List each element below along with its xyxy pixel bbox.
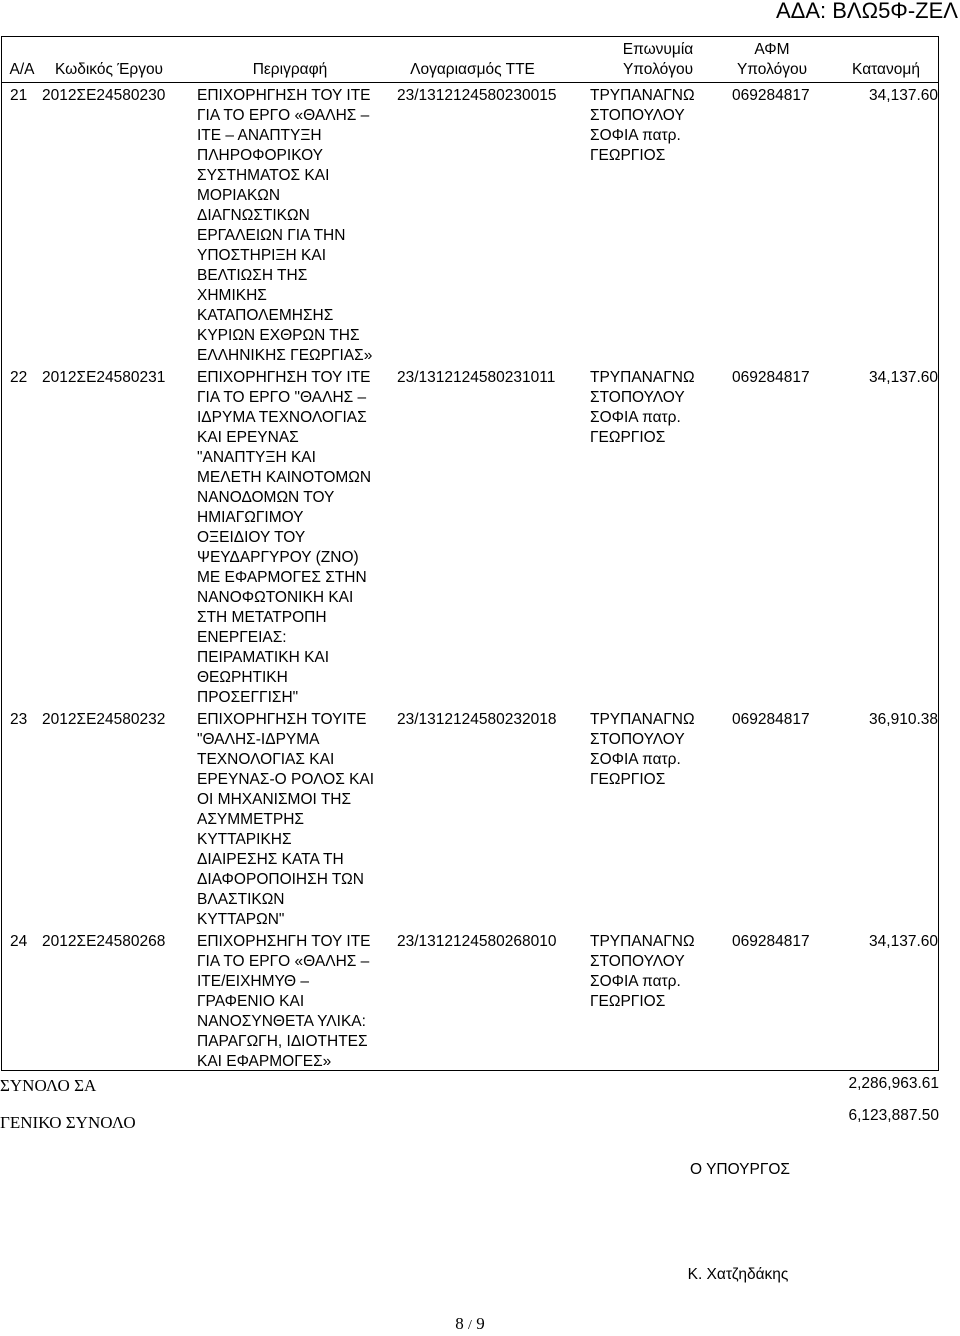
row-22-account: 23/1312124580231011 [397,369,556,386]
header-account: Λογαριασμός ΤΤΕ [410,61,535,78]
row-23-aa: 23 [10,711,28,728]
page-current: 8 [455,1314,464,1333]
row-24-afm: 069284817 [732,933,810,950]
row-22-code: 2012ΣΕ24580231 [42,369,166,386]
row-23-allocation: 36,910.38 [869,711,938,728]
row-21-afm: 069284817 [732,87,810,104]
total-sa-label: ΣΥΝΟΛΟ ΣΑ [0,1076,97,1095]
row-24-aa: 24 [10,933,28,950]
table-border-right [938,36,939,1070]
row-22-name: ΤΡΥΠΑΝΑΓΝΩ ΣΤΟΠΟΥΛΟΥ ΣΟΦΙΑ πατρ. ΓΕΩΡΓΙΟΣ [590,369,695,446]
table-border-left [1,36,2,1070]
row-21-description: ΕΠΙΧΟΡΗΓΗΣΗ ΤΟΥ ΙΤΕ ΓΙΑ ΤΟ ΕΡΓΟ «ΘΑΛΗΣ – ΙΤΕ – ΑΝΑΠΤΥΞΗ ΠΛΗΡΟΦΟΡΙΚΟΥ ΣΥΣΤΗΜΑΤΟΣ ΚΑΙ ΜΟΡΙΑΚΩΝ ΔΙΑΓΝΩΣΤΙΚΩΝ ΕΡΓΑΛΕΙΩΝ ΓΙΑ ΤΗΝ ΥΠΟΣΤΗΡΙΞΗ ΚΑΙ ΒΕΛΤΙΩΣΗ ΤΗΣ ΧΗΜΙΚΗΣ ΚΑΤΑΠΟΛΕΜΗΣΗΣ ΚΥΡΙΩΝ ΕΧΘΡΩΝ ΤΗΣ ΕΛΛΗΝΙΚΗΣ ΓΕΩΡΓΙΑΣ» [197,87,373,364]
table-border-top [1,36,939,37]
minister-name: Κ. Χατζηδάκης [687,1266,789,1283]
grand-total-label: ΓΕΝΙΚΟ ΣΥΝΟΛΟ [0,1113,136,1132]
row-22-allocation: 34,137.60 [869,369,938,386]
header-aa: Α/Α [9,61,35,78]
minister-title: Ο ΥΠΟΥΡΓΟΣ [689,1161,791,1178]
header-name: Επωνυμία Υπολόγου [622,41,694,78]
row-22-description: ΕΠΙΧΟΡΗΓΗΣΗ ΤΟΥ ΙΤΕ ΓΙΑ ΤΟ ΕΡΓΟ "ΘΑΛΗΣ – ΙΔΡΥΜΑ ΤΕΧΝΟΛΟΓΙΑΣ ΚΑΙ ΕΡΕΥΝΑΣ "ΑΝΑΠΤΥΞΗ ΚΑΙ ΜΕΛΕΤΗ ΚΑΙΝΟΤΟΜΩΝ ΝΑΝΟΔΟΜΩΝ ΤΟΥ ΗΜΙΑΓΩΓΙΜΟΥ ΟΞΕΙΔΙΟΥ ΤΟΥ ΨΕΥΔΑΡΓΥΡΟΥ (ZNO) ΜΕ ΕΦΑΡΜΟΓΕΣ ΣΤΗΝ ΝΑΝΟΦΩΤΟΝΙΚΗ ΚΑΙ ΣΤΗ ΜΕΤΑΤΡΟΠΗ ΕΝΕΡΓΕΙΑΣ: ΠΕΙΡΑΜΑΤΙΚΗ ΚΑΙ ΘΕΩΡΗΤΙΚΗ ΠΡΟΣΕΓΓΙΣΗ" [197,369,372,706]
row-21-code: 2012ΣΕ24580230 [42,87,166,104]
table-border-bottom [1,1070,939,1071]
header-afm: ΑΦΜ Υπολόγου [736,41,808,78]
row-24-name: ΤΡΥΠΑΝΑΓΝΩ ΣΤΟΠΟΥΛΟΥ ΣΟΦΙΑ πατρ. ΓΕΩΡΓΙΟΣ [590,933,695,1010]
row-23-afm: 069284817 [732,711,810,728]
row-24-code: 2012ΣΕ24580268 [42,933,166,950]
header-description: Περιγραφή [252,61,328,78]
ada-code: ΑΔΑ: ΒΛΩ5Φ-ΖΕΛ [775,0,958,23]
row-22-aa: 22 [10,369,28,386]
row-21-account: 23/1312124580230015 [397,87,557,104]
row-23-account: 23/1312124580232018 [397,711,557,728]
header-code: Κωδικός Έργου [54,61,164,78]
header-allocation: Κατανομή [852,61,920,78]
total-sa-value: 2,286,963.61 [848,1075,939,1092]
row-24-allocation: 34,137.60 [869,933,938,950]
header-divider [1,82,939,83]
row-24-account: 23/1312124580268010 [397,933,557,950]
row-23-description: ΕΠΙΧΟΡΗΓΗΣΗ ΤΟΥΙΤΕ "ΘΑΛΗΣ-ΙΔΡΥΜΑ ΤΕΧΝΟΛΟΓΙΑΣ ΚΑΙ ΕΡΕΥΝΑΣ-Ο ΡΟΛΟΣ ΚΑΙ ΟΙ ΜΗΧΑΝΙΣΜΟΙ ΤΗΣ ΑΣΥΜΜΕΤΡΗΣ ΚΥΤΤΑΡΙΚΗΣ ΔΙΑΙΡΕΣΗΣ ΚΑΤΑ ΤΗ ΔΙΑΦΟΡΟΠΟΙΗΣΗ ΤΩΝ ΒΛΑΣΤΙΚΩΝ ΚΥΤΤΑΡΩΝ" [197,711,375,928]
row-24-description: ΕΠΙΧΟΡΗΣΗΓΗ ΤΟΥ ΙΤΕ ΓΙΑ ΤΟ ΕΡΓΟ «ΘΑΛΗΣ – ΙΤΕ/ΕΙΧΗΜΥΘ – ΓΡΑΦΕΝΙΟ ΚΑΙ ΝΑΝΟΣΥΝΘΕΤΑ ΥΛΙΚΑ: ΠΑΡΑΓΩΓΗ, ΙΔΙΟΤΗΤΕΣ ΚΑΙ ΕΦΑΡΜΟΓΕΣ» [197,933,371,1070]
row-21-allocation: 34,137.60 [869,87,938,104]
row-21-name: ΤΡΥΠΑΝΑΓΝΩ ΣΤΟΠΟΥΛΟΥ ΣΟΦΙΑ πατρ. ΓΕΩΡΓΙΟΣ [590,87,695,164]
page-total: 9 [476,1314,485,1333]
row-23-name: ΤΡΥΠΑΝΑΓΝΩ ΣΤΟΠΟΥΛΟΥ ΣΟΦΙΑ πατρ. ΓΕΩΡΓΙΟΣ [590,711,695,788]
page-separator: / [468,1318,472,1333]
grand-total-value: 6,123,887.50 [848,1107,939,1124]
row-22-afm: 069284817 [732,369,810,386]
row-21-aa: 21 [10,87,28,104]
row-23-code: 2012ΣΕ24580232 [42,711,166,728]
